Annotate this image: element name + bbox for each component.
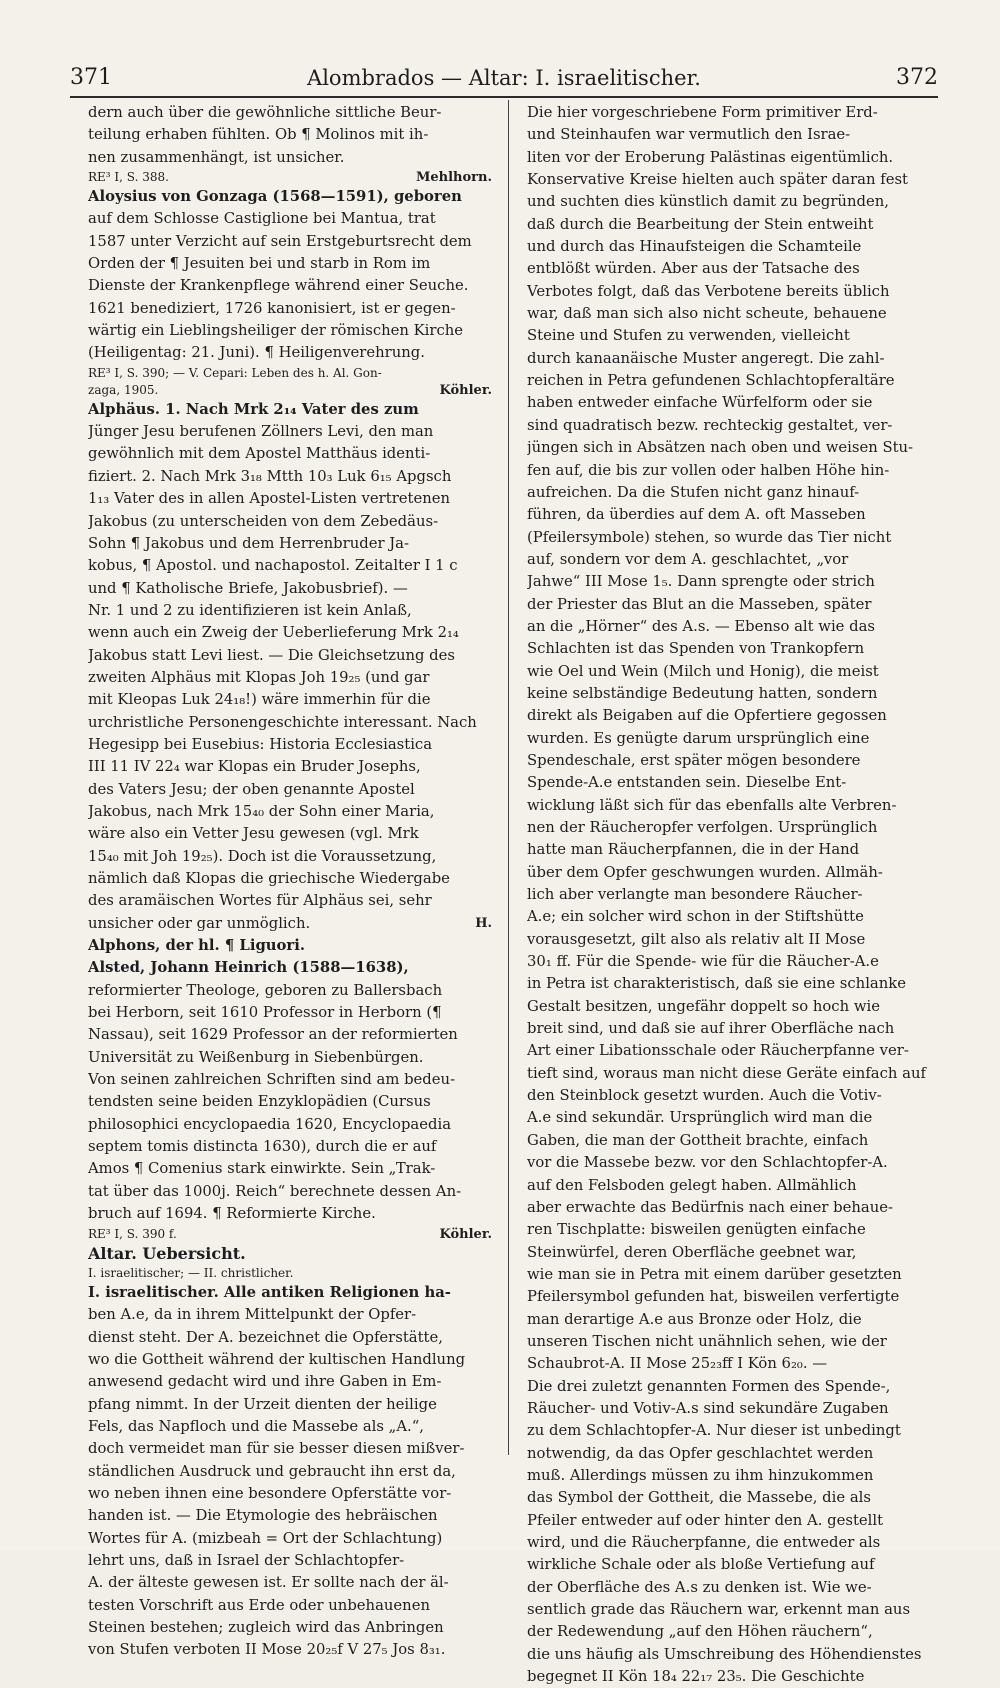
right-line: die uns häufig als Umschreibung des Höhendienstes (527, 1645, 922, 1663)
left-line: des Vaters Jesu; der oben genannte Apostel (88, 780, 415, 798)
right-line: tieft sind, woraus man nicht diese Geräte einfach auf (527, 1064, 926, 1082)
right-line: und Steinhaufen war vermutlich den Israe- (527, 126, 851, 144)
left-line: 1621 benediziert, 1726 kanonisiert, ist er gegen- (88, 299, 456, 317)
left-line: A. der älteste gewesen ist. Er sollte nach der äl- (88, 1574, 449, 1592)
right-line: 30₁ ff. Für die Spende- wie für die Räucher-A.e (527, 953, 879, 971)
right-line: begegnet II Kön 18₄ 22₁₇ 23₅. Die Geschichte (527, 1668, 865, 1686)
right-line: hatte man Räucherpfannen, die in der Hand (527, 841, 860, 859)
left-line: Steinen bestehen; zugleich wird das Anbringen (88, 1619, 444, 1636)
left-line: Sohn ¶ Jakobus und dem Herrenbruder Ja- (88, 534, 409, 552)
right-line: Pfeilersymbol gefunden hat, bisweilen verfertigte (527, 1288, 900, 1306)
left-line: Dienste der Krankenpflege während einer Seuche. (88, 277, 469, 295)
author-signature: Köhler. (439, 1226, 492, 1242)
left-line: Nr. 1 und 2 zu identifizieren ist kein Anlaß, (88, 601, 412, 619)
right-line: der Oberfläche des A.s zu denken ist. Wie we- (527, 1578, 872, 1596)
left-line: Jakobus (zu unterscheiden von dem Zebedäus- (88, 512, 439, 530)
left-line: von Stufen verboten II Mose 20₂₅f V 27₅ Jos 8₃₁. (88, 1641, 446, 1659)
right-line: aufreichen. Da die Stufen nicht ganz hinauf- (527, 483, 860, 501)
left-line: wo die Gottheit während der kultischen Handlung (88, 1350, 466, 1368)
left-line: unsicher oder gar unmöglich. H. (88, 913, 492, 935)
header-rule (70, 96, 938, 98)
right-line: ren Tischplatte: bisweilen genügten einfache (527, 1221, 866, 1239)
right-line: auf den Felsboden gelegt haben. Allmählich (527, 1176, 857, 1194)
right-line: führen, da überdies auf dem A. oft Masseben (527, 506, 866, 524)
right-line: auf, sondern vor dem A. geschlachtet, „vor (527, 550, 849, 568)
left-line: zweiten Alphäus mit Klopas Joh 19₂₅ (und gar (88, 668, 430, 686)
author-signature: Köhler. (439, 382, 492, 398)
right-line: und suchten dies künstlich damit zu begründen, (527, 193, 889, 211)
author-signature: H. (475, 915, 492, 931)
left-line: handen ist. — Die Etymologie des hebräischen (88, 1507, 438, 1525)
author-signature: Mehlhorn. (415, 170, 492, 186)
right-line: Gestalt besitzen, ungefähr doppelt so hoch wie (527, 997, 880, 1015)
left-line: Amos ¶ Comenius stark einwirkte. Sein „Trak- (88, 1160, 436, 1178)
right-line: zu dem Schlachtopfer-A. Nur dieser ist unbedingt (527, 1422, 901, 1440)
left-line: Alsted, Johann Heinrich (1588—1638), (88, 959, 409, 977)
right-line: Gaben, die man der Gottheit brachte, einfach (527, 1131, 869, 1149)
right-line: wicklung läßt sich für das ebenfalls alte Verbren- (527, 796, 897, 814)
left-line: 1587 unter Verzicht auf sein Erstgeburtsrecht dem (88, 232, 472, 250)
right-line: Steine und Stufen zu verwenden, vielleicht (527, 327, 850, 345)
left-line: auf dem Schlosse Castiglione bei Mantua, trat (88, 210, 436, 228)
left-line: wäre also ein Vetter Jesu gewesen (vgl. Mrk (88, 825, 419, 843)
left-line: philosophici encyclopaedia 1620, Encyclopaedia (88, 1115, 452, 1133)
right-page-number: 372 (896, 65, 938, 90)
left-line: dienst steht. Der A. bezeichnet die Opferstätte, (88, 1328, 443, 1346)
right-line: jüngen sich in Absätzen nach oben und weisen Stu- (527, 439, 914, 457)
right-line: wurden. Es genügte darum ursprünglich eine (527, 729, 870, 747)
right-line: man derartige A.e aus Bronze oder Holz, die (527, 1310, 862, 1328)
right-line: lich aber verlangte man besondere Räucher- (527, 886, 863, 904)
right-line: den Steinblock gesetzt wurden. Auch die Votiv- (527, 1087, 882, 1105)
left-line: tat über das 1000j. Reich“ berechnete dessen An- (88, 1182, 462, 1200)
left-line: Wortes für A. (mizbeah = Ort der Schlachtung) (88, 1529, 443, 1547)
left-line: gewöhnlich mit dem Apostel Matthäus identi- (88, 445, 431, 463)
left-line: RE³ I, S. 390; — V. Cepari: Leben des h. Al. Gon- (88, 365, 382, 380)
right-line: breit sind, und daß sie auf ihrer Oberfläche nach (527, 1020, 895, 1038)
left-line: 15₄₀ mit Joh 19₂₅). Doch ist die Voraussetzung, (88, 847, 437, 865)
right-column (527, 102, 935, 1688)
left-line: nämlich daß Klopas die griechische Wiedergabe (88, 870, 450, 887)
left-line: Alphons, der hl. ¶ Liguori. (88, 937, 305, 955)
right-line: Steinwürfel, deren Oberfläche geebnet war, (527, 1243, 857, 1261)
left-line: wenn auch ein Zweig der Ueberlieferung Mrk 2₁₄ (88, 624, 459, 642)
right-line: Die hier vorgeschriebene Form primitiver Erd- (527, 104, 878, 121)
right-line: in Petra ist charakteristisch, daß sie eine schlanke (527, 975, 906, 993)
left-line: reformierter Theologe, geboren zu Ballersbach (88, 981, 443, 999)
left-line: Universität zu Weißenburg in Siebenbürgen. (88, 1048, 424, 1066)
right-line: wirkliche Schale oder als bloße Vertiefung auf (527, 1556, 875, 1574)
right-line: Die drei zuletzt genannten Formen des Spende-, (527, 1377, 891, 1395)
left-line: Jünger Jesu berufenen Zöllners Levi, den man (88, 423, 434, 441)
right-line: sentlich grade das Räuchern war, erkennt man aus (527, 1601, 911, 1619)
right-line: sind quadratisch bezw. rechteckig gestaltet, ver- (527, 416, 893, 434)
right-line: A.e; ein solcher wird schon in der Stiftshütte (527, 908, 864, 926)
right-line: und durch das Hinaufsteigen die Schamteile (527, 238, 862, 256)
right-line: entblößt würden. Aber aus der Tatsache des (527, 260, 860, 278)
right-line: notwendig, da das Opfer geschlachtet werden (527, 1444, 874, 1462)
left-column (88, 102, 492, 1662)
left-line: Altar. Uebersicht. (88, 1243, 246, 1263)
left-line: doch vermeidet man für sie besser diesen mißver- (88, 1440, 465, 1458)
right-line: muß. Allerdings müssen zu ihm hinzukommen (527, 1466, 874, 1484)
right-line: Räucher- und Votiv-A.s sind sekundäre Zugaben (527, 1399, 889, 1417)
left-line: I. israelitischer; — II. christlicher. (88, 1265, 294, 1280)
right-line: Pfeiler entweder auf oder hinter den A. gestellt (527, 1511, 884, 1529)
right-line: wie man sie in Petra mit einem darüber gesetzten (527, 1265, 902, 1283)
left-line: bei Herborn, seit 1610 Professor in Herborn (¶ (88, 1004, 442, 1022)
right-line: reichen in Petra gefundenen Schlachtopferaltäre (527, 372, 895, 390)
left-line: Nassau), seit 1629 Professor an der reformierten (88, 1026, 458, 1044)
left-line: (Heiligentag: 21. Juni). ¶ Heiligenverehrung. (88, 344, 425, 362)
left-line: ben A.e, da in ihrem Mittelpunkt der Opfer- (88, 1306, 417, 1324)
running-title: Alombrados — Altar: I. israelitischer. (307, 66, 701, 90)
right-line: wie Oel und Wein (Milch und Honig), die meist (527, 662, 879, 680)
left-line: wärtig ein Lieblingsheiliger der römischen Kirche (88, 322, 464, 340)
right-line: direkt als Beigaben auf die Opfertiere gegossen (527, 707, 887, 725)
left-line: bruch auf 1694. ¶ Reformierte Kirche. (88, 1205, 376, 1223)
left-line: lehrt uns, daß in Israel der Schlachtopfer- (88, 1551, 405, 1569)
left-line: zaga, 1905. Köhler. (88, 382, 492, 398)
right-line: vorausgesetzt, gilt also als relativ alt II Mose (527, 930, 866, 948)
right-line: vor die Massebe bezw. vor den Schlachtopfer-A. (527, 1154, 888, 1172)
right-line: Art einer Libationsschale oder Räucherpfanne ver- (527, 1042, 909, 1060)
left-line: urchristliche Personengeschichte interessant. Nach (88, 713, 477, 731)
right-line: (Pfeilersymbole) stehen, so wurde das Tier nicht (527, 528, 892, 546)
left-line: Von seinen zahlreichen Schriften sind am bedeu- (88, 1071, 456, 1089)
right-line: haben entweder einfache Würfelform oder sie (527, 394, 873, 412)
left-line: kobus, ¶ Apostol. und nachapostol. Zeitalter I 1 c (88, 557, 458, 575)
left-line: tendsten seine beiden Enzyklopädien (Cursus (88, 1093, 431, 1111)
left-line: Jakobus, nach Mrk 15₄₀ der Sohn einer Maria, (88, 802, 435, 820)
left-line: RE³ I, S. 390 f. Köhler. (88, 1226, 492, 1242)
left-line: teilung erhaben fühlten. Ob ¶ Molinos mit ih- (88, 126, 429, 144)
left-line: dern auch über die gewöhnliche sittliche Beur- (88, 104, 442, 121)
left-line: ständlichen Ausdruck und gebraucht ihn erst da, (88, 1462, 456, 1480)
right-line: Konservative Kreise hielten auch später daran fest (527, 171, 908, 189)
left-line: fiziert. 2. Nach Mrk 3₁₈ Mtth 10₃ Luk 6₁₅ Apgsch (88, 467, 452, 485)
right-line: keine selbständige Bedeutung hatten, sondern (527, 684, 878, 702)
left-line: pfang nimmt. In der Urzeit dienten der heilige (88, 1395, 437, 1413)
right-line: Spende-A.e entstanden sein. Dieselbe Ent- (527, 774, 847, 792)
left-page-number: 371 (70, 65, 112, 90)
left-line: nen zusammenhängt, ist unsicher. (88, 148, 345, 166)
right-line: an die „Hörner“ des A.s. — Ebenso alt wie das (527, 617, 876, 635)
left-line: RE³ I, S. 388. Mehlhorn. (88, 170, 492, 186)
right-line: fen auf, die bis zur vollen oder halben Höhe hin- (527, 461, 890, 479)
right-line: daß durch die Bearbeitung der Stein entweiht (527, 215, 874, 233)
left-line: wo neben ihnen eine besondere Opferstätte vor- (88, 1484, 452, 1502)
right-line: das Symbol der Gottheit, die Massebe, die als (527, 1489, 871, 1507)
column-divider (508, 100, 509, 1455)
right-line: der Priester das Blut an die Masseben, später (527, 595, 872, 613)
right-line: wird, und die Räucherpfanne, die entweder als (527, 1534, 881, 1551)
right-line: liten vor der Eroberung Palästinas eigentümlich. (527, 148, 894, 166)
left-line: III 11 IV 22₄ war Klopas ein Bruder Josephs, (88, 758, 421, 776)
left-line: Jakobus statt Levi liest. — Die Gleichsetzung des (88, 646, 455, 664)
left-line: 1₁₃ Vater des in allen Apostel-Listen vertretenen (88, 490, 451, 508)
left-line: septem tomis distincta 1630), durch die er auf (88, 1138, 437, 1156)
left-line: und ¶ Katholische Briefe, Jakobusbrief). — (88, 579, 408, 597)
left-line: mit Kleopas Luk 24₁₈!) wäre immerhin für die (88, 691, 431, 709)
page-header (70, 50, 938, 90)
right-line: Jahwe“ III Mose 1₅. Dann sprengte oder strich (527, 573, 875, 591)
right-line: Verbotes folgt, daß das Verbotene bereits üblich (527, 282, 890, 300)
right-line: aber erwachte das Bedürfnis nach einer behaue- (527, 1198, 893, 1216)
right-line: der Redewendung „auf den Höhen räuchern“, (527, 1623, 873, 1641)
right-line: durch kanaanäische Muster angeregt. Die zahl- (527, 349, 885, 367)
left-line: testen Vorschrift aus Erde oder unbehauenen (88, 1596, 430, 1614)
right-line: über dem Opfer geschwungen wurden. Allmäh- (527, 863, 883, 881)
right-line: unseren Tischen nicht unähnlich sehen, wie der (527, 1332, 887, 1350)
left-line: anwesend gedacht wird und ihre Gaben in Em- (88, 1373, 442, 1391)
right-line: nen der Räucheropfer verfolgen. Ursprünglich (527, 819, 878, 836)
left-line: Aloysius von Gonzaga (1568—1591), geboren (88, 188, 462, 206)
left-line: Hegesipp bei Eusebius: Historia Ecclesiastica (88, 735, 433, 753)
right-line: war, daß man sich also nicht scheute, behauene (527, 305, 887, 323)
left-line: Fels, das Napfloch und die Massebe als „A.“, (88, 1417, 425, 1435)
left-line: Alphäus. 1. Nach Mrk 2₁₄ Vater des zum (88, 400, 419, 418)
right-line: Spendeschale, erst später mögen besondere (527, 751, 861, 769)
left-line: I. israelitischer. Alle antiken Religionen ha- (88, 1283, 451, 1301)
left-line: des aramäischen Wortes für Alphäus sei, sehr (88, 892, 432, 910)
right-line: A.e sind sekundär. Ursprünglich wird man die (527, 1109, 873, 1127)
right-line: Schlachten ist das Spenden von Trankopfern (527, 640, 865, 658)
left-line: Orden der ¶ Jesuiten bei und starb in Rom im (88, 255, 431, 273)
right-line: Schaubrot-A. II Mose 25₂₃ff I Kön 6₂₀. — (527, 1355, 828, 1373)
